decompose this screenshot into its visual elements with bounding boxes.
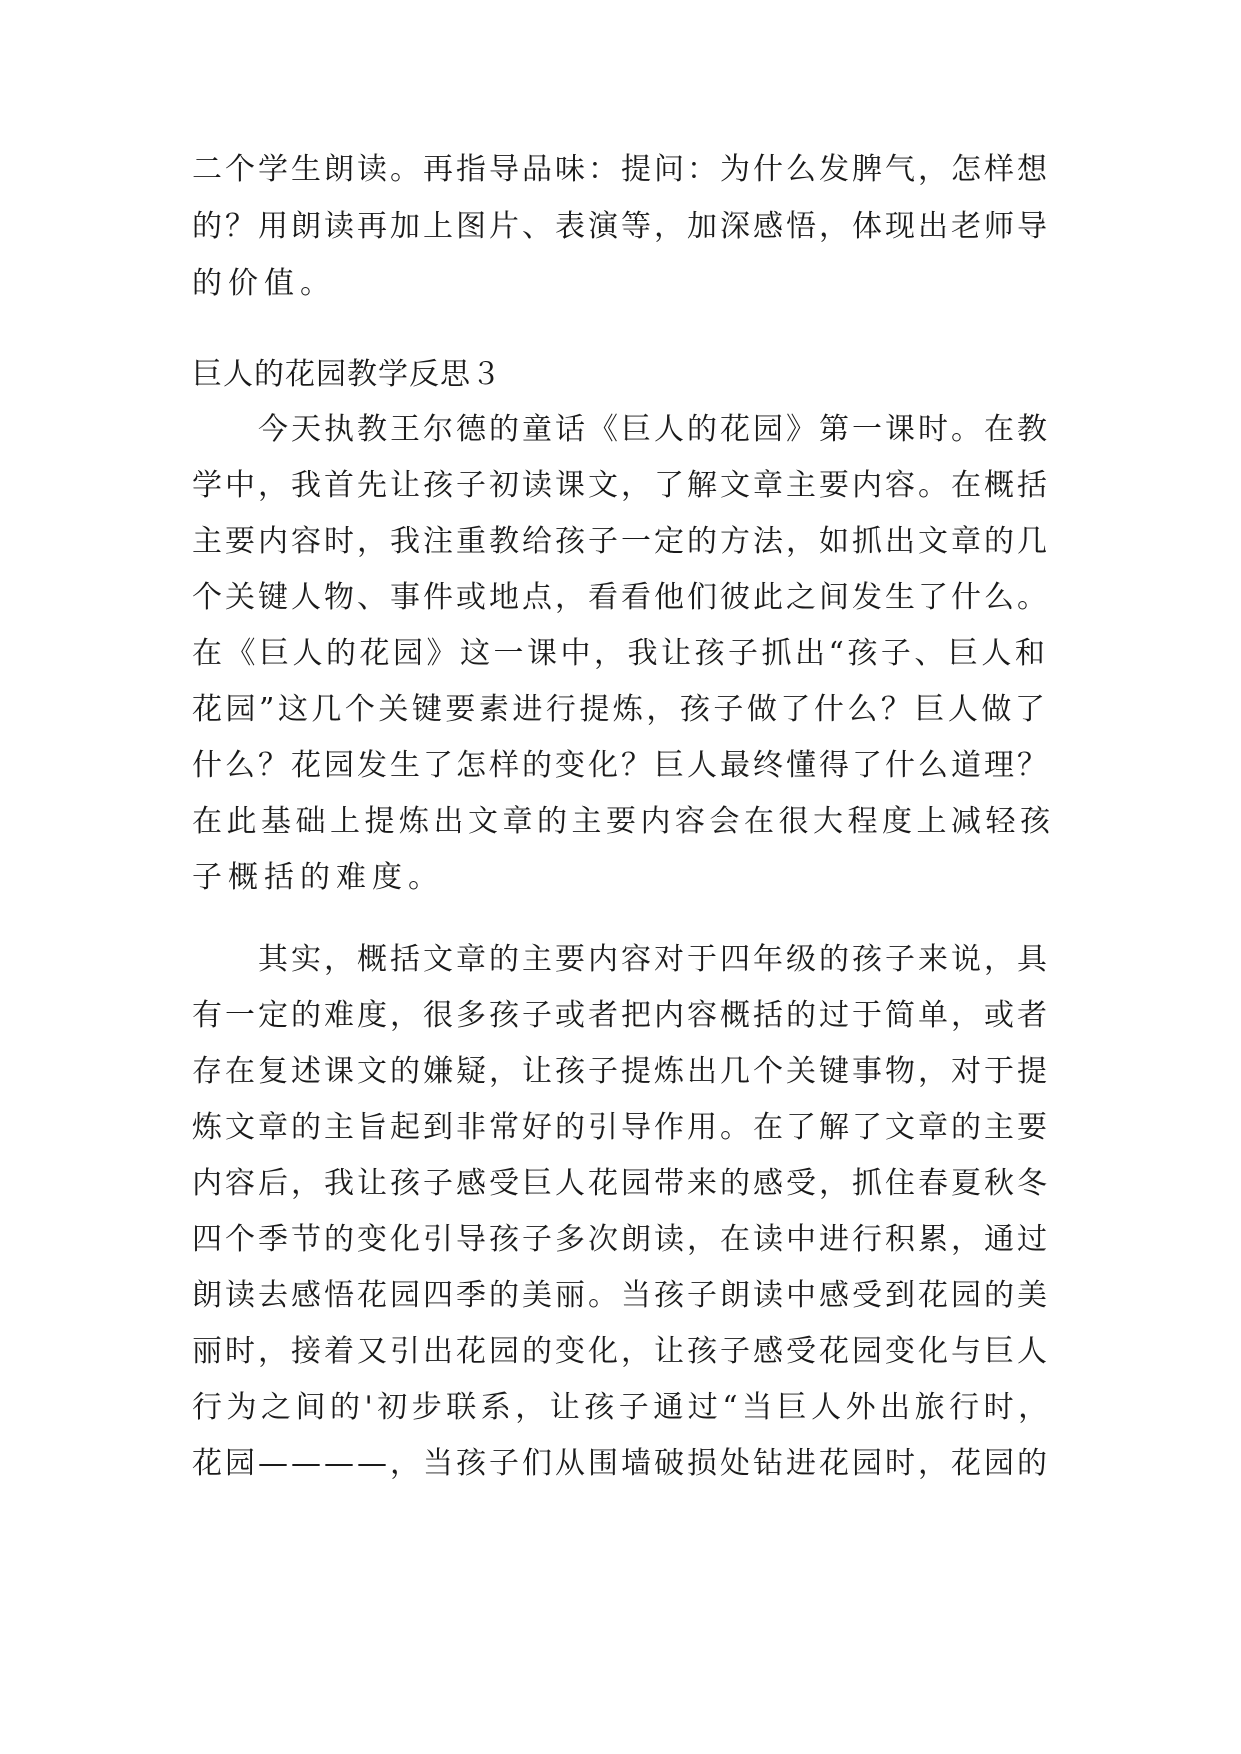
paragraph-2-line-9: 行为之间的'初步联系，让孩子通过“当巨人外出旅行时，	[192, 1390, 1053, 1425]
paragraph-2-line-4: 炼文章的主旨起到非常好的引导作用。在了解了文章的主要	[192, 1110, 1050, 1145]
paragraph-1-line-4: 个关键人物、事件或地点，看看他们彼此之间发生了什么。	[192, 580, 1050, 615]
paragraph-1-line-6: 花园”这几个关键要素进行提炼，孩子做了什么？巨人做了	[192, 692, 1049, 727]
paragraph-2-line-8: 丽时，接着又引出花园的变化，让孩子感受花园变化与巨人	[192, 1334, 1050, 1369]
paragraph-2-line-2: 有一定的难度，很多孩子或者把内容概括的过于简单，或者	[192, 998, 1050, 1033]
paragraph-1-line-2: 学中，我首先让孩子初读课文，了解文章主要内容。在概括	[192, 468, 1050, 503]
paragraph-2-line-3: 存在复述课文的嫌疑，让孩子提炼出几个关键事物，对于提	[192, 1054, 1050, 1089]
paragraph-1-line-3: 主要内容时，我注重教给孩子一定的方法，如抓出文章的几	[192, 524, 1050, 559]
paragraph-1-line-8: 在此基础上提炼出文章的主要内容会在很大程度上减轻孩	[192, 804, 1055, 839]
paragraph-2-line-5: 内容后，我让孩子感受巨人花园带来的感受，抓住春夏秋冬	[192, 1166, 1050, 1201]
intro-line-3: 的价值。	[192, 266, 336, 301]
paragraph-1-line-5: 在《巨人的花园》这一课中，我让孩子抓出“孩子、巨人和	[192, 636, 1049, 671]
paragraph-2-line-1: 其实，概括文章的主要内容对于四年级的孩子来说，具	[192, 942, 1050, 977]
section-title: 巨人的花园教学反思３	[192, 357, 502, 392]
paragraph-2-line-10: 花园————，当孩子们从围墙破损处钻进花园时，花园的	[192, 1446, 1050, 1481]
intro-line-2: 的？用朗读再加上图片、表演等，加深感悟，体现出老师导	[192, 209, 1050, 244]
paragraph-1-line-7: 什么？花园发生了怎样的变化？巨人最终懂得了什么道理？	[192, 748, 1050, 783]
paragraph-1-line-9: 子概括的难度。	[192, 860, 444, 895]
paragraph-2-line-6: 四个季节的变化引导孩子多次朗读，在读中进行积累，通过	[192, 1222, 1050, 1257]
intro-line-1: 二个学生朗读。再指导品味：提问：为什么发脾气，怎样想	[192, 152, 1050, 187]
paragraph-1-line-1: 今天执教王尔德的童话《巨人的花园》第一课时。在教	[192, 412, 1050, 447]
paragraph-2-line-7: 朗读去感悟花园四季的美丽。当孩子朗读中感受到花园的美	[192, 1278, 1050, 1313]
